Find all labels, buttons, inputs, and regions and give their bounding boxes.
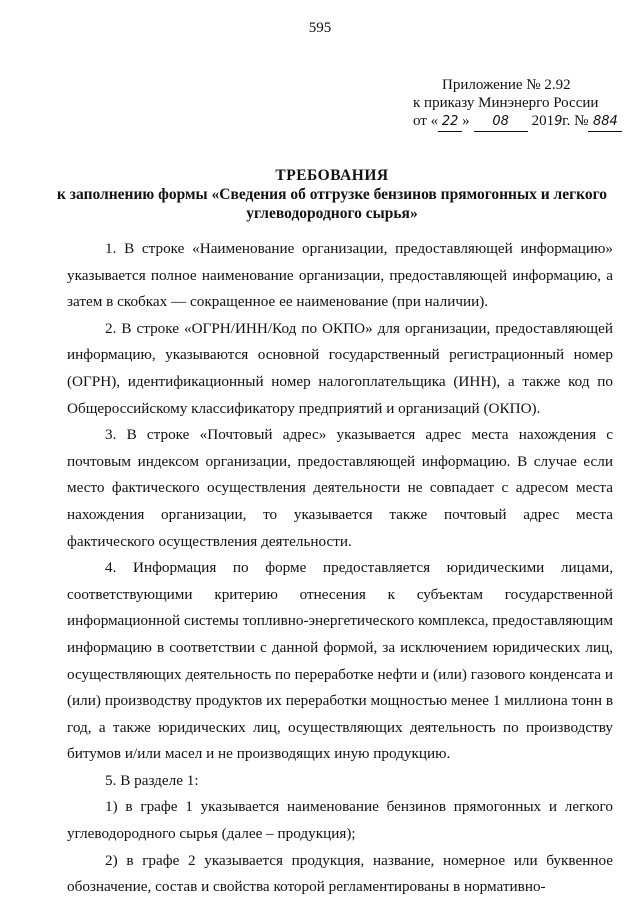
document-title bbox=[40, 166, 624, 223]
handwritten-day: 22 bbox=[438, 113, 462, 132]
date-sep: » bbox=[462, 113, 470, 129]
year-suffix: г. № bbox=[562, 113, 589, 129]
appendix-header bbox=[400, 76, 620, 132]
page-number: 595 bbox=[308, 20, 332, 36]
paragraph-5-1: 1) в графе 1 указывается наименование бензинов прямогонных и легкого углеводородного сырья (далее – продукция); bbox=[67, 798, 613, 843]
year-prefix: 201 bbox=[531, 113, 555, 129]
appendix-order-ref: к приказу Минэнерго России bbox=[413, 95, 599, 111]
title-heading: ТРЕБОВАНИЯ bbox=[275, 167, 389, 184]
handwritten-month: 08 bbox=[474, 113, 528, 132]
paragraph-3: 3. В строке «Почтовый адрес» указывается адрес места нахождения с почтовым индексом организации, предоставляющей информацию. В случае если место фактического осуществления деятельности не совпадает с адресом места нахождения организации, то указывается также почтовый адрес места фактического осуществления деятельности. bbox=[67, 426, 613, 550]
handwritten-year-digit: 9 bbox=[554, 114, 563, 129]
paragraph-4: 4. Информация по форме предоставляется юридическими лицами, соответствующими критерию отнесения к субъектам государственной информационной системы топливно-энергетического комплекса, предоставляющим информацию в соответствии с данной формой, за исключением юридических лиц, осуществляющих деятельность по переработке нефти и (или) газового конденсата и (или) производству продуктов их переработки мощностью менее 1 миллиона тонн в год, а также юридических лиц, осуществляющих деятельность по производству битумов и/или масел и не производящих иную продукцию. bbox=[67, 559, 613, 763]
appendix-date-number bbox=[400, 112, 620, 132]
document-body bbox=[67, 236, 613, 901]
appendix-title: Приложение № 2.92 bbox=[442, 77, 571, 93]
handwritten-order-number: 884 bbox=[588, 113, 622, 132]
title-subheading: к заполнению формы «Сведения об отгрузке бензинов прямогонных и легкого углеводородного сырья» bbox=[56, 186, 608, 222]
paragraph-1: 1. В строке «Наименование организации, предоставляющей информацию» указывается полное наименование организации, предоставляющей информацию, а затем в скобках — сокращенное ее наименование (при наличии). bbox=[67, 240, 613, 311]
paragraph-2: 2. В строке «ОГРН/ИНН/Код по ОКПО» для организации, предоставляющей информацию, указываются основной государственный регистрационный номер (ОГРН), идентификационный номер налогоплательщика (ИНН), а также код по Общероссийскому классификатору предприятий и организаций (ОКПО). bbox=[67, 319, 613, 417]
date-prefix: от « bbox=[413, 113, 439, 129]
paragraph-5-2: 2) в графе 2 указывается продукция, название, номерное или буквенное обозначение, состав и свойства которой регламентированы в нормативно- bbox=[67, 851, 613, 896]
paragraph-5: 5. В разделе 1: bbox=[105, 771, 199, 789]
